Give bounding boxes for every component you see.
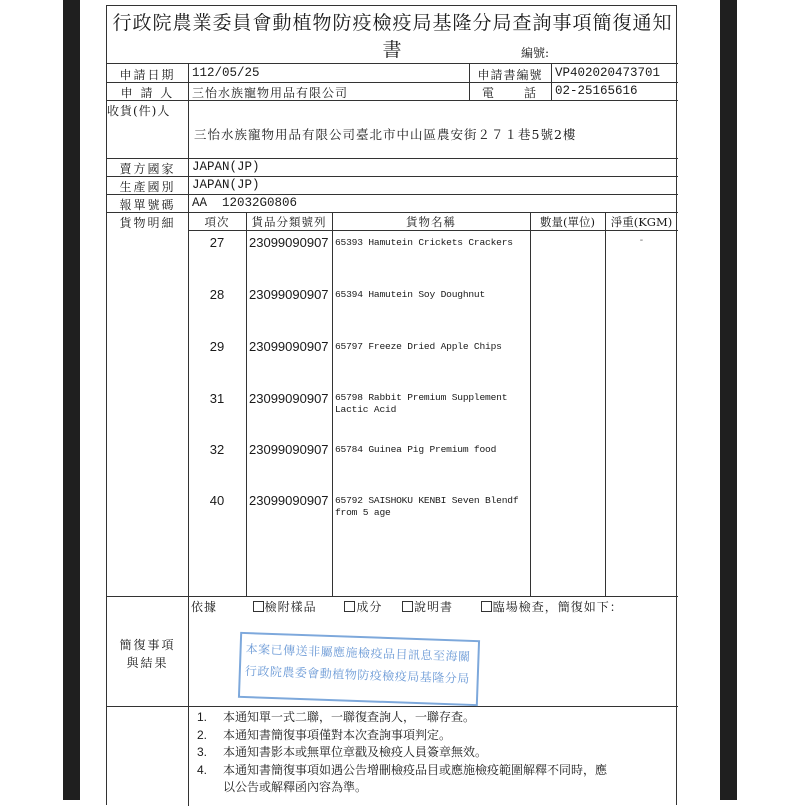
goods-row-5-hs-code: 23099090907 [249,442,329,457]
checkbox-icon[interactable] [253,601,264,612]
basis-row [191,598,623,615]
result-section-label: 簡復事項 與結果 [119,638,176,670]
goods-row-1-hs-code: 23099090907 [249,235,329,250]
document-title: 行政院農業委員會動植物防疫檢疫局基隆分局查詢事項簡復通知書 [112,12,673,61]
phone-label: 電 話 [481,86,538,100]
column-header-quantity: 數量(單位) [540,215,595,229]
notice-document [106,5,677,805]
seller-country-label: 賣方國家 [119,162,176,176]
applicant-label: 申 請 人 [120,86,175,100]
consignee-label: 收貨(件)人 [107,104,171,118]
note-item: 4. 本通知書簡復事項如遇公告增刪檢疫品目或應施檢疫範圍解釋不同時，應 [197,762,608,777]
apply-date-value: 112/05/25 [192,66,260,80]
checkbox-manual[interactable]: 說明書 [402,600,453,614]
phone-value: 02-25165616 [555,84,638,98]
origin-country-value: JAPAN(JP) [192,178,260,192]
notes-list [197,709,677,797]
checkbox-attached-sample[interactable]: 檢附樣品 [253,600,317,614]
checkbox-icon[interactable] [481,601,492,612]
goods-row-4-item: 31 [209,391,225,406]
goods-row-1-name: 65393 Hamutein Crickets Crackers [335,237,513,248]
application-no-value: VP402020473701 [555,66,661,80]
goods-row-2-hs-code: 23099090907 [249,287,329,302]
column-header-hs-code: 貨品分類號列 [251,215,327,229]
goods-section-label: 貨物明細 [119,216,176,230]
origin-country-label: 生產國別 [119,180,176,194]
goods-row-6-name: 65792 SAISHOKU KENBI Seven Blendf from 5 age [335,495,519,518]
goods-row-4-hs-code: 23099090907 [249,391,329,406]
checkbox-ingredients[interactable]: 成分 [344,600,382,614]
goods-row-3-name: 65797 Freeze Dried Apple Chips [335,341,502,352]
seller-country-value: JAPAN(JP) [192,160,260,174]
declaration-no-value: AA 12032G0806 [192,196,298,210]
checkbox-icon[interactable] [402,601,413,612]
application-no-label: 申請書編號 [477,68,543,82]
column-header-item: 項次 [204,215,230,229]
note-item: 1. 本通知單一式二聯，一聯復查詢人，一聯存查。 [197,710,476,724]
checkbox-onsite-inspection[interactable]: 臨場檢查，簡復如下： [481,600,623,614]
column-header-net-weight: 淨重(KGM) [610,215,673,229]
goods-row-2-name: 65394 Hamutein Soy Doughnut [335,289,486,300]
goods-row-4-name: 65798 Rabbit Premium Supplement Lactic Acid [335,392,508,415]
goods-row-3-hs-code: 23099090907 [249,339,329,354]
applicant-value: 三怡水族寵物用品有限公司 [192,86,349,100]
goods-row-5-name: 65784 Guinea Pig Premium food [335,444,497,455]
goods-row-5-item: 32 [209,442,225,457]
goods-row-6-item: 40 [209,493,225,508]
apply-date-label: 申請日期 [119,68,176,82]
goods-row-1-item: 27 [209,235,225,250]
note-item: 3. 本通知書影本或無單位章戳及檢疫人員簽章無效。 [197,745,488,759]
consignee-value: 三怡水族寵物用品有限公司臺北市中山區農安街２７１巷5號2樓 [194,127,577,142]
goods-row-6-hs-code: 23099090907 [249,493,329,508]
scan-edge-left [63,0,80,800]
goods-row-3-item: 29 [209,339,225,354]
column-header-goods-name: 貨物名稱 [406,215,456,229]
basis-label: 依據 [191,600,218,614]
declaration-no-label: 報單號碼 [119,198,176,212]
scan-edge-right [720,0,737,800]
quarantine-stamp: 本案已傳送非屬應施檢疫品目訊息至海關 行政院農委會動植物防疫檢疫局基隆分局 [238,632,480,706]
goods-row-2-item: 28 [209,287,225,302]
serial-number-label: 編號: [521,46,550,60]
note-item-continuation: 以公告或解釋函內容為準。 [223,780,368,794]
checkbox-icon[interactable] [344,601,355,612]
note-item: 2. 本通知書簡復事項僅對本次查詢事項判定。 [197,727,452,742]
goods-row-1-net-weight: - [639,235,644,246]
